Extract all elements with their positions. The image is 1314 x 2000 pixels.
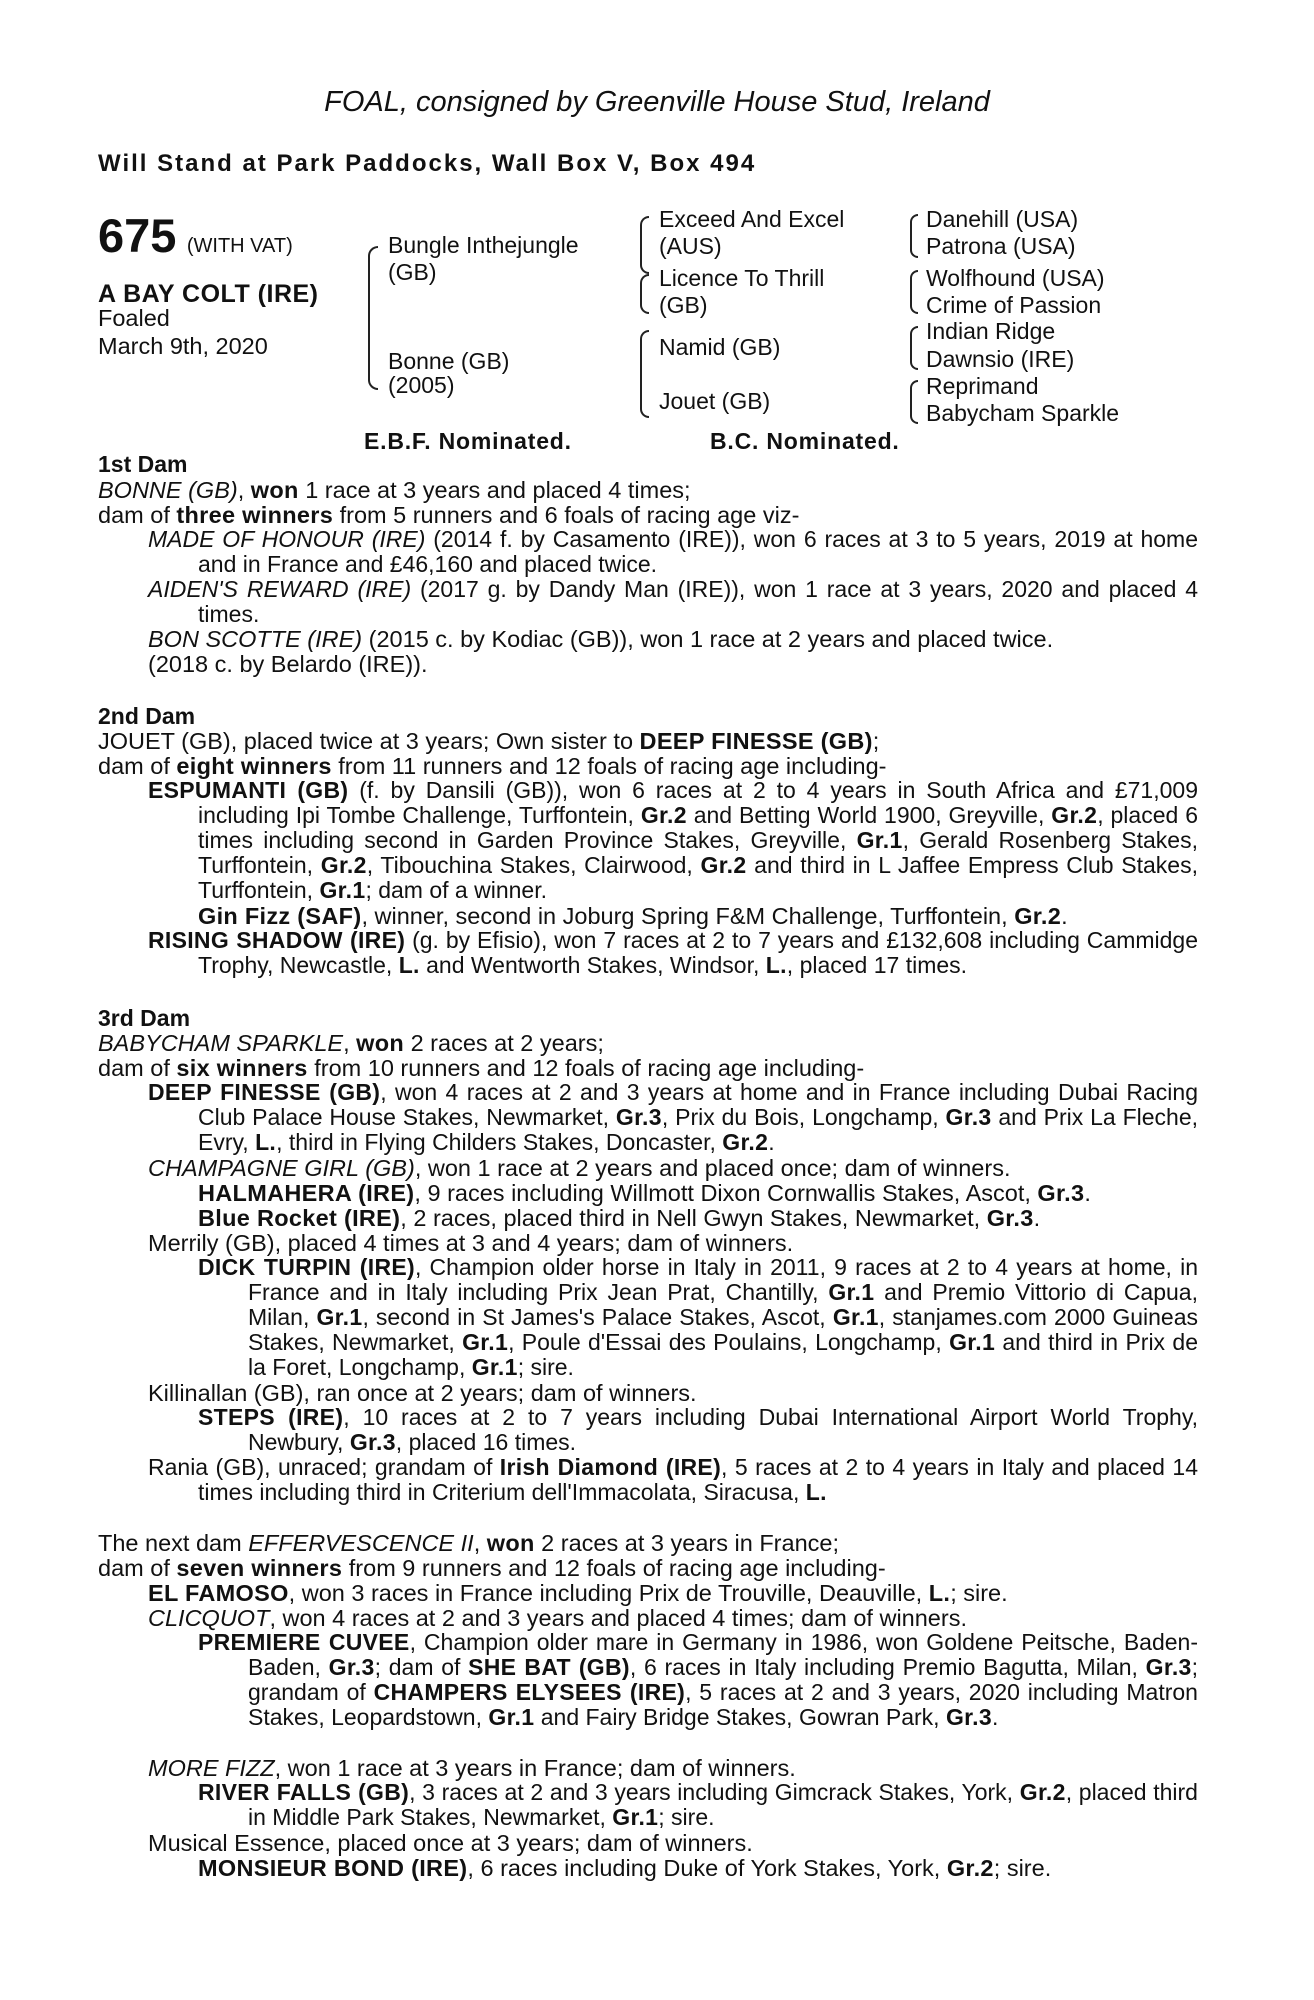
text-run: and Fairy Bridge Stakes, Gowran Park, [534,1704,946,1730]
produce-gin-fizz [198,903,1068,930]
text-run: , 5 races at 2 to 4 years in Italy and placed 14 times including third in Criterium dell'Immacolata, Siracusa, [198,1454,1198,1505]
text-run: ; sire. [658,1804,715,1830]
text-run: dam of [98,753,177,779]
produce-espumanti [148,778,1198,903]
first-dam-heading: 1st Dam [98,451,188,477]
text-run: RISING SHADOW (IRE) [148,927,406,953]
g2-brace [910,270,918,314]
text-run: 2 races at 3 years in France; [534,1530,839,1556]
text-run: Gr.3 [945,1104,992,1130]
text-run: , Gerald Rosenberg Stakes, Turffontein, [198,827,1198,878]
text-run: L. [398,952,420,978]
ped-ddd: Babycham Sparkle [926,400,1120,426]
text-run: Gr.1 [471,1354,518,1380]
text-run: DEEP FINESSE (GB) [148,1079,381,1105]
next-dam-summary [98,1555,886,1582]
produce-champagne-girl [148,1155,1010,1182]
produce-halmahera [198,1180,1091,1207]
text-run: PREMIERE CUVEE [198,1629,410,1655]
consignor-title: FOAL, consigned by Greenville House Stud, Ireland [324,86,990,118]
third-dam-heading: 3rd Dam [98,1005,191,1031]
produce-rania [148,1455,1198,1505]
text-run: L. [255,1129,277,1155]
text-run: Rania (GB), unraced; grandam of [148,1454,500,1480]
text-run: seven winners [176,1555,343,1581]
text-run: . [1084,1180,1091,1206]
text-run: . [1061,903,1068,929]
text-run: ; sire. [950,1580,1008,1606]
produce-steps [198,1405,1198,1455]
text-run: Irish Diamond (IRE) [499,1454,722,1480]
vat-note: (WITH VAT) [186,235,293,257]
text-run: , Tibouchina Stakes, Clairwood, [366,852,701,878]
text-run: , winner, second in Joburg Spring F&M Challenge, Turffontein, [361,903,1015,929]
text-run: , Poule d'Essai des Poulains, Longchamp, [508,1329,950,1355]
text-run: from 9 runners and 12 foals of racing age including- [342,1555,886,1581]
produce-musical-essence: Musical Essence, placed once at 3 years; dam of winners. [148,1830,753,1856]
text-run: (2014 f. by Casamento (IRE)), won 6 races at 3 to 5 years, 2019 at home and in France and £46,160 and placed twice. [198,526,1198,577]
text-run: , won 1 race at 3 years in France; dam of winners. [274,1755,796,1781]
text-run: , 3 races at 2 and 3 years including Gimcrack Stakes, York, [409,1779,1020,1805]
text-run: Gr.3 [986,1205,1034,1231]
text-run: JOUET (GB), placed twice at 3 years; Own sister to [98,728,640,754]
text-run: 2 races at 2 years; [404,1030,604,1056]
text-run: ; sire. [517,1354,574,1380]
first-dam-line [98,477,691,504]
text-run: , placed 6 times including second in Garden Province Stakes, Greyville, [198,802,1198,853]
text-run: Gr.3 [615,1104,662,1130]
produce-clicquot [148,1605,967,1632]
text-run: , placed 16 times. [395,1429,577,1455]
text-run: won [356,1030,405,1056]
produce-monsieur-bond [198,1855,1051,1882]
text-run: and third in L Jaffee Empress Club Stakes, Turffontein, [198,852,1198,903]
text-run: (2015 c. by Kodiac (GB)), won 1 race at 2 years and placed twice. [362,626,1054,652]
ped-sdd: Crime of Passion [926,292,1102,318]
dam-dam: Jouet (GB) [659,388,771,414]
text-run: from 11 runners and 12 foals of racing age including- [331,753,887,779]
text-run: MADE OF HONOUR (IRE) [148,526,426,552]
text-run: , Champion older horse in Italy in 2011, 9 races at 2 to 4 years at home, in France and in Italy including Prix Jean Prat, Chantilly, [248,1254,1198,1305]
text-run: and Betting World 1900, Greyville, [686,802,1052,828]
produce-2018-colt: (2018 c. by Belardo (IRE)). [148,651,428,677]
text-run: Gr.2 [640,802,687,828]
dam-brace [640,330,649,418]
text-run: Blue Rocket (IRE) [198,1205,401,1231]
g1-brace [910,214,918,258]
text-run: SHE BAT (GB) [468,1654,630,1680]
produce-river-falls [198,1780,1198,1830]
text-run: won [486,1530,535,1556]
produce-merrily: Merrily (GB), placed 4 times at 3 and 4 years; dam of winners. [148,1230,794,1256]
text-run: Gr.2 [1019,1779,1066,1805]
text-run: STEPS (IRE) [198,1404,344,1430]
sire-sire-line-2: (AUS) [659,233,722,259]
text-run: BONNE (GB) [98,477,238,503]
text-run: 1 race at 3 years and placed 4 times; [298,477,691,503]
produce-blue-rocket [198,1205,1040,1232]
produce-dick-turpin [198,1255,1198,1380]
text-run: , [473,1530,487,1556]
text-run: ; dam of [374,1654,469,1680]
sire-line-1: Bungle Inthejungle [388,232,579,258]
text-run: BABYCHAM SPARKLE [98,1030,344,1056]
text-run: Gr.1 [319,877,366,903]
text-run: The next dam [98,1530,249,1556]
text-run: CLICQUOT [148,1605,270,1631]
text-run: L. [805,1479,827,1505]
text-run: AIDEN'S REWARD (IRE) [148,576,412,602]
text-run: BON SCOTTE (IRE) [148,626,363,652]
text-run: Gr.3 [1037,1180,1085,1206]
text-run: , Champion older mare in Germany in 1986, won Goldene Peitsche, Baden-Baden, [248,1629,1198,1680]
stabling-location: Will Stand at Park Paddocks, Wall Box V, Box 494 [98,150,757,177]
text-run: HALMAHERA (IRE) [198,1180,415,1206]
text-run: EL FAMOSO [148,1580,289,1606]
lot-name: A BAY COLT (IRE) [98,280,319,308]
text-run: DICK TURPIN (IRE) [198,1254,415,1280]
text-run: six winners [176,1055,308,1081]
text-run: and Wentworth Stakes, Windsor, [419,952,766,978]
text-run: , third in Flying Childers Stakes, Doncaster, [276,1129,723,1155]
second-dam-summary [98,753,887,780]
text-run: MORE FIZZ [148,1755,275,1781]
sire-dam-line-2: (GB) [659,292,708,318]
text-run: CHAMPERS ELYSEES (IRE) [373,1679,686,1705]
text-run: , [343,1030,357,1056]
text-run: ; sire. [993,1855,1052,1881]
pedigree-brace [368,246,378,390]
produce-el-famoso [148,1580,1008,1607]
ped-sss: Danehill (USA) [926,206,1079,232]
text-run: eight winners [176,753,332,779]
text-run: Gr.1 [612,1804,659,1830]
text-run: Gr.2 [700,852,747,878]
text-run: Gr.2 [722,1129,769,1155]
second-dam-heading: 2nd Dam [98,703,196,729]
text-run: , won 1 race at 2 years and placed once; dam of winners. [414,1155,1011,1181]
text-run: from 5 runners and 6 foals of racing age viz- [333,502,800,528]
g4-brace [910,380,918,424]
produce-made-of-honour [148,527,1198,577]
text-run: , 9 races including Willmott Dixon Cornwallis Stakes, Ascot, [414,1180,1038,1206]
text-run: CHAMPAGNE GIRL (GB) [148,1155,415,1181]
text-run: Gr.1 [832,1304,879,1330]
text-run: RIVER FALLS (GB) [198,1779,410,1805]
text-run: dam of [98,1055,177,1081]
produce-premiere-cuvee [198,1630,1198,1730]
text-run: from 10 runners and 12 foals of racing age including- [307,1055,865,1081]
text-run: dam of [98,502,177,528]
ebf-nomination: E.B.F. Nominated. [364,428,572,454]
text-run: , 6 races in Italy including Premio Bagutta, Milan, [629,1654,1146,1680]
text-run: and Premio Vittorio di Capua, Milan, [248,1279,1198,1330]
text-run: Gr.3 [349,1429,396,1455]
text-run: ; grandam of [248,1654,1199,1705]
text-run: , 2 races, placed third in Nell Gwyn Stakes, Newmarket, [400,1205,987,1231]
text-run: Gr.1 [949,1329,996,1355]
lot-number: 675 [98,209,177,262]
dam-line-1: Bonne (GB) [388,348,510,374]
text-run: , placed 17 times. [786,952,968,978]
text-run: , stanjames.com 2000 Guineas Stakes, Newmarket, [248,1304,1198,1355]
third-dam-line [98,1030,604,1057]
text-run: , won 4 races at 2 and 3 years and placed 4 times; dam of winners. [269,1605,967,1631]
text-run: ; dam of a winner. [365,877,547,903]
sire-line-2: (GB) [388,259,437,285]
text-run: Gr.2 [1014,903,1062,929]
text-run: Gr.1 [856,827,903,853]
text-run: DEEP FINESSE (GB) [639,728,873,754]
text-run: . [991,1704,999,1730]
sire-sire-line-1: Exceed And Excel [659,206,845,232]
sire-sire-brace [640,216,649,274]
text-run: . [768,1129,775,1155]
text-run: Gr.3 [945,1704,992,1730]
text-run: Gr.1 [828,1279,875,1305]
text-run: and third in Prix de la Foret, Longchamp, [248,1329,1198,1380]
third-dam-summary [98,1055,864,1082]
foaled-date: March 9th, 2020 [98,333,268,359]
second-dam-line [98,728,879,755]
text-run: won [250,477,299,503]
first-dam-summary [98,502,799,529]
text-run: ; [872,728,880,754]
produce-killinallan: Killinallan (GB), ran once at 2 years; dam of winners. [148,1380,697,1406]
text-run: , second in St James's Palace Stakes, Ascot, [362,1304,833,1330]
ped-dsd: Dawnsio (IRE) [926,346,1075,372]
text-run: three winners [176,502,334,528]
text-run: Gr.3 [1145,1654,1192,1680]
text-run: Gr.2 [1051,802,1098,828]
produce-aidens-reward [148,577,1198,627]
dam-line-2: (2005) [388,372,455,398]
text-run: , Prix du Bois, Longchamp, [661,1104,946,1130]
sire-dam-brace [640,274,649,314]
text-run: , placed third in Middle Park Stakes, Newmarket, [248,1779,1198,1830]
produce-bon-scotte [148,626,1053,653]
next-dam-line [98,1530,839,1557]
ped-dds: Reprimand [926,373,1039,399]
text-run: , 10 races at 2 to 7 years including Dubai International Airport World Trophy, Newbury, [248,1404,1199,1455]
dam-sire: Namid (GB) [659,334,781,360]
sire-dam-line-1: Licence To Thrill [659,265,825,291]
ped-ssd: Patrona (USA) [926,233,1076,259]
text-run: Gr.1 [488,1704,535,1730]
text-run: (g. by Efisio), won 7 races at 2 to 7 years and £132,608 including Cammidge Trophy, Newcastle, [198,927,1198,978]
text-run: EFFERVESCENCE II [248,1530,474,1556]
foaled-label: Foaled [98,305,170,331]
text-run: Gr.2 [320,852,367,878]
text-run: L. [765,952,787,978]
text-run: Gr.2 [946,1855,994,1881]
produce-rising-shadow [148,928,1198,978]
bc-nomination: B.C. Nominated. [710,428,900,454]
text-run: MONSIEUR BOND (IRE) [198,1855,468,1881]
g3-brace [910,326,918,370]
text-run: . [1033,1205,1041,1231]
text-run: (2017 g. by Dandy Man (IRE)), won 1 race at 3 years, 2020 and placed 4 times. [198,576,1198,627]
text-run: dam of [98,1555,177,1581]
text-run: Gr.1 [462,1329,509,1355]
text-run: , 5 races at 2 and 3 years, 2020 including Matron Stakes, Leopardstown, [248,1679,1198,1730]
text-run: Gr.3 [328,1654,375,1680]
text-run: , won 4 races at 2 and 3 years at home and in France including Dubai Racing Club Palace House Stakes, Newmarket, [198,1079,1199,1130]
ped-dss: Indian Ridge [926,318,1056,344]
text-run: , won 3 races in France including Prix de Trouville, Deauville, [288,1580,929,1606]
text-run: (f. by Dansili (GB)), won 6 races at 2 to 4 years in South Africa and £71,009 including Ipi Tombe Challenge, Turffontein, [198,777,1198,828]
text-run: , 6 races including Duke of York Stakes, York, [467,1855,947,1881]
text-run: Gin Fizz (SAF) [198,903,362,929]
text-run: L. [928,1580,951,1606]
text-run: ESPUMANTI (GB) [148,777,349,803]
text-run: and Prix La Fleche, Evry, [198,1104,1199,1155]
text-run: , [237,477,251,503]
produce-more-fizz [148,1755,796,1782]
ped-sds: Wolfhound (USA) [926,265,1105,291]
text-run: Gr.1 [316,1304,363,1330]
produce-deep-finesse [148,1080,1198,1155]
lot-number-line [98,208,293,263]
